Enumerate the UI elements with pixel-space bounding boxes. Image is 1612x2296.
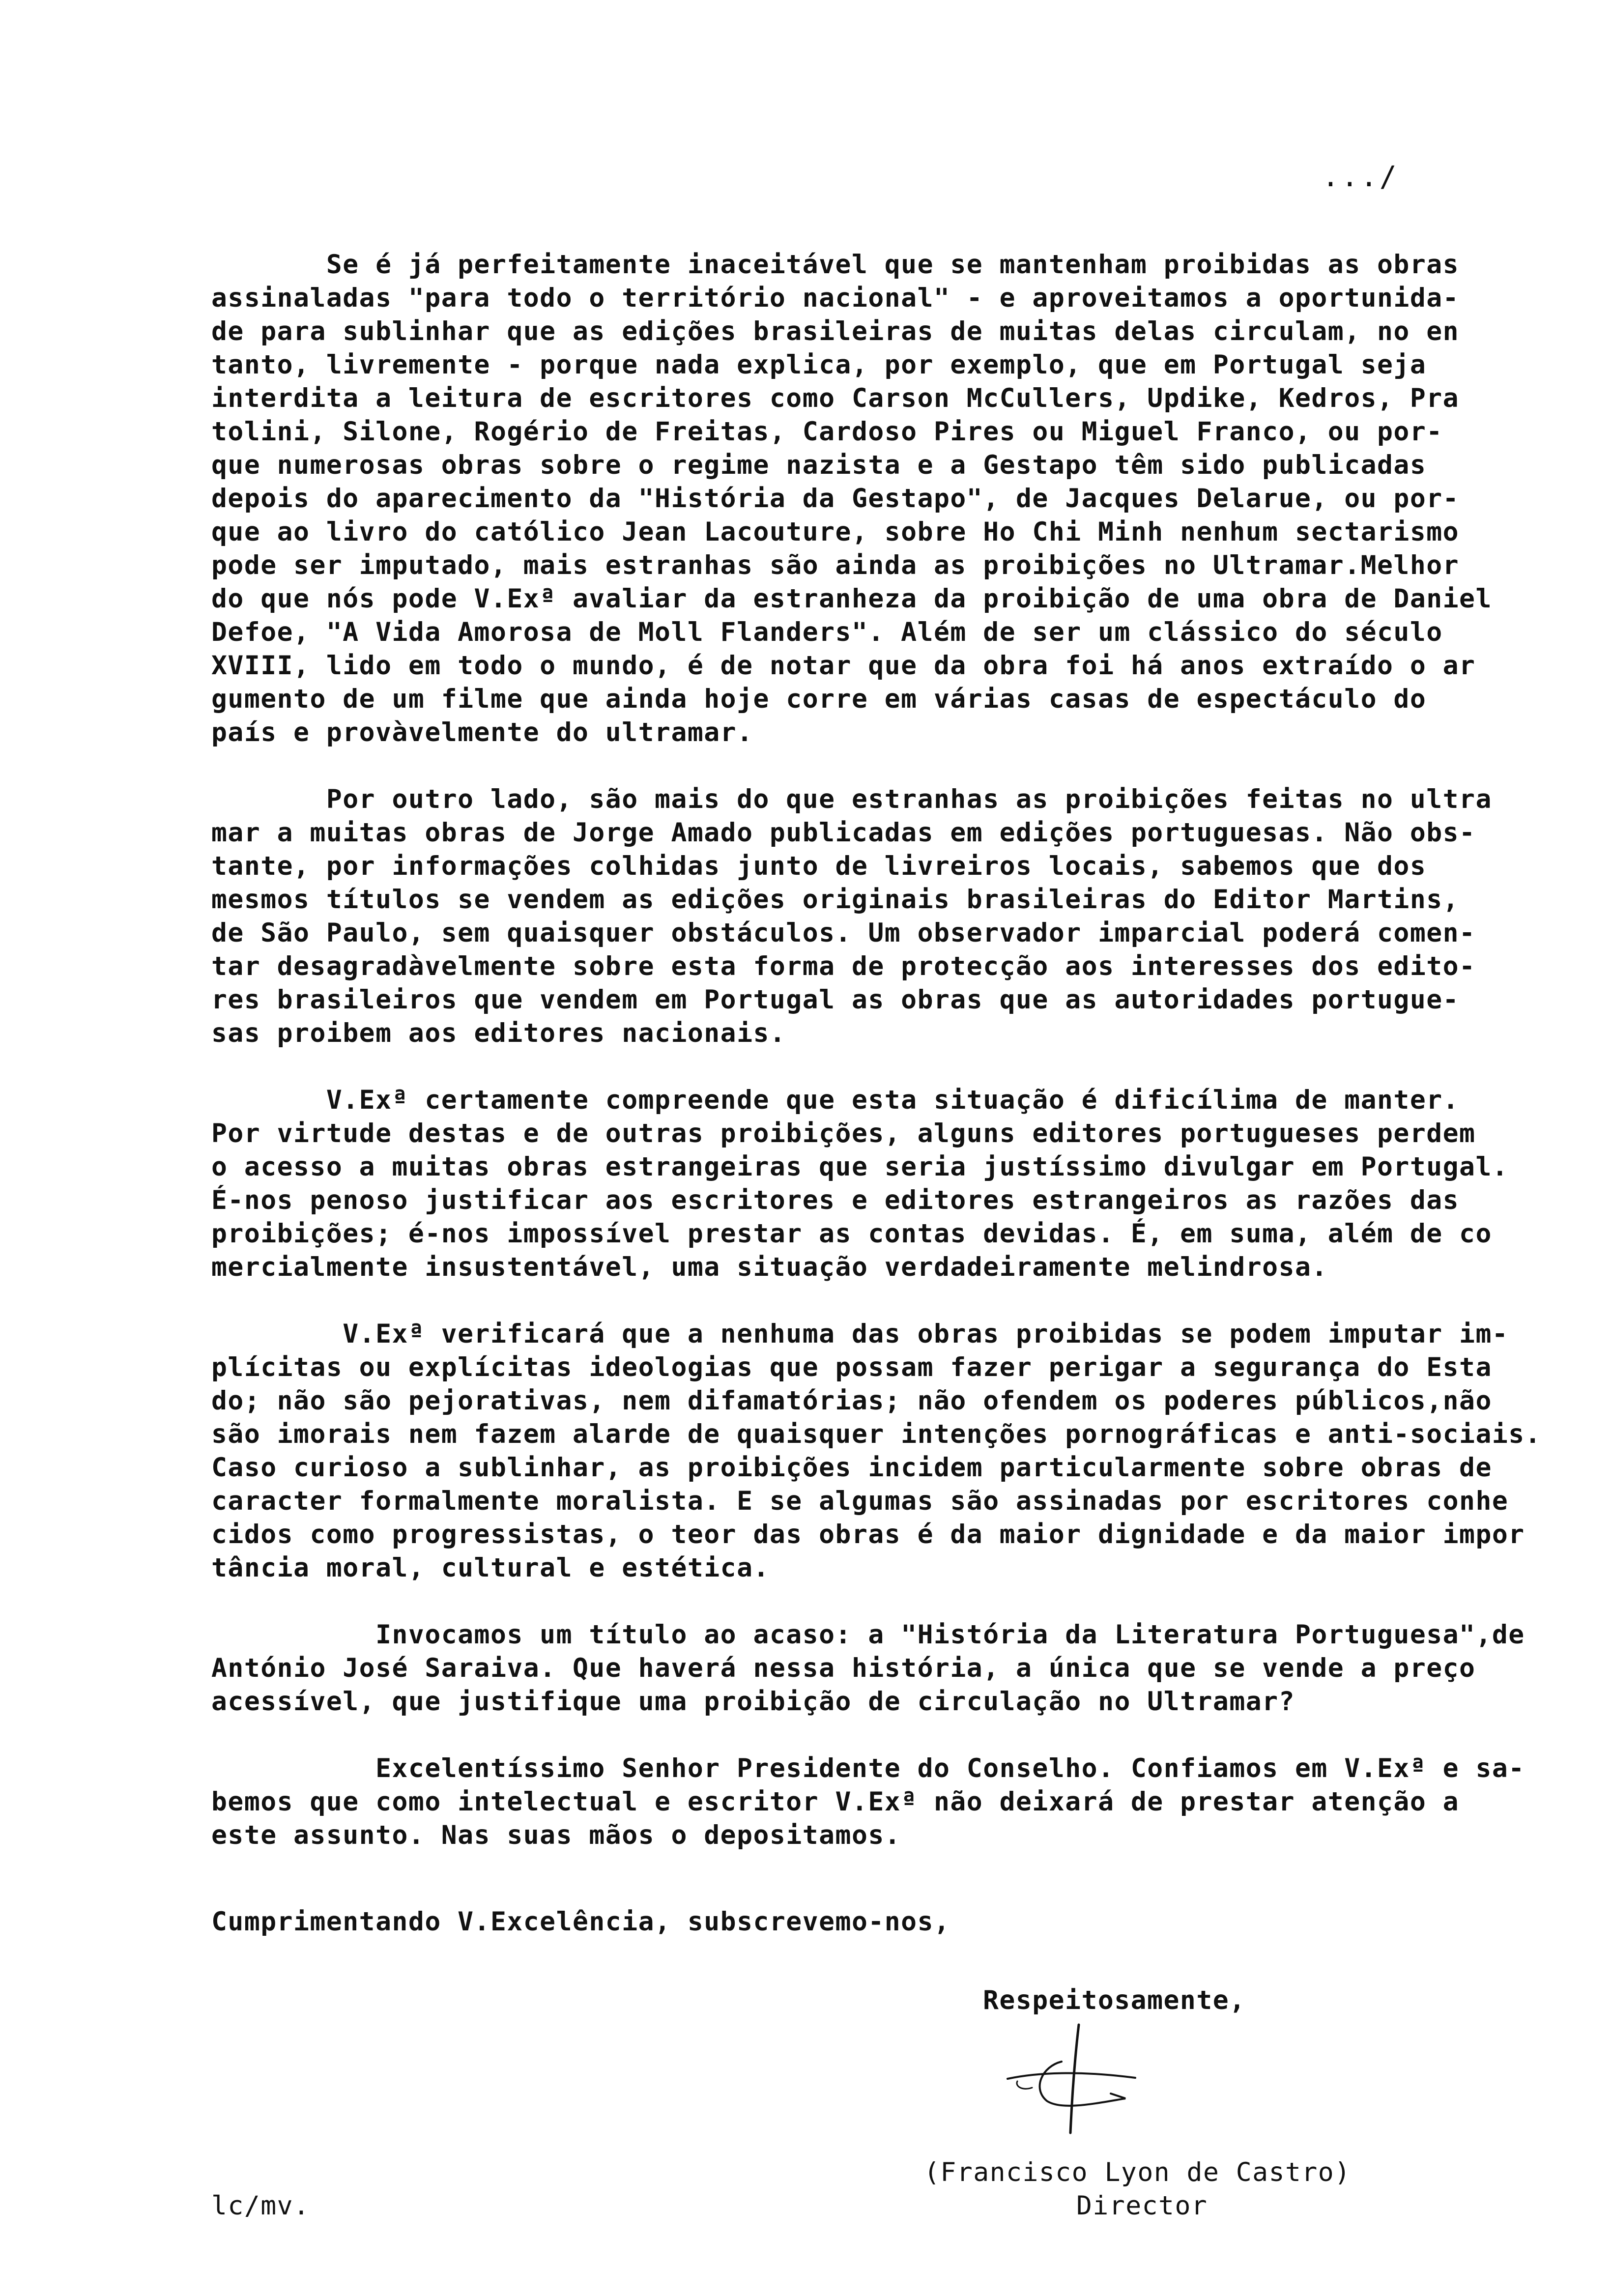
text-line: Por virtude destas e de outras proibições, alguns editores portugueses perdem — [211, 1119, 1476, 1148]
handwritten-signature — [988, 2020, 1165, 2138]
text-line: Por outro lado, são mais do que estranhas as proibições feitas no ultra — [211, 784, 1492, 814]
text-line: cidos como progressistas, o teor das obras é da maior dignidade e da maior impor — [211, 1520, 1525, 1550]
text-line: do que nós pode V.Exª avaliar da estranheza da proibição de uma obra de Daniel — [211, 584, 1492, 614]
text-line: de São Paulo, sem quaisquer obstáculos. Um observador imparcial poderá comen- — [211, 918, 1476, 948]
text-line: o acesso a muitas obras estrangeiras que seria justíssimo divulgar em Portugal. — [211, 1152, 1509, 1182]
signatory-role: Director — [1076, 2191, 1208, 2221]
text-line: plícitas ou explícitas ideologias que possam fazer perigar a segurança do Esta — [211, 1352, 1492, 1382]
letter-body — [211, 248, 1568, 1886]
text-line: gumento de um filme que ainda hoje corre em várias casas de espectáculo do — [211, 684, 1427, 714]
closing-line: Cumprimentando V.Excelência, subscrevemo-nos, — [211, 1907, 950, 1937]
text-line: interdita a leitura de escritores como Carson McCullers, Updike, Kedros, Pra — [211, 383, 1460, 413]
text-line: assinaladas "para todo o território nacional" - e aproveitamos a oportunida- — [211, 283, 1460, 313]
text-line: V.Exª verificará que a nenhuma das obras proibidas se podem imputar im- — [211, 1319, 1509, 1349]
text-line: sas proibem aos editores nacionais. — [211, 1018, 786, 1048]
text-line: tanto, livremente - porque nada explica, por exemplo, que em Portugal seja — [211, 350, 1427, 380]
text-line: António José Saraiva. Que haverá nessa história, a única que se vende a preço — [211, 1653, 1476, 1683]
text-line: país e provàvelmente do ultramar. — [211, 718, 753, 747]
paragraph-6 — [211, 1752, 1568, 1852]
text-line: acessível, que justifique uma proibição de circulação no Ultramar? — [211, 1687, 1295, 1717]
text-line: tolini, Silone, Rogério de Freitas, Cardoso Pires ou Miguel Franco, ou por- — [211, 417, 1443, 447]
paragraph-4 — [211, 1318, 1568, 1585]
text-line: Se é já perfeitamente inaceitável que se mantenham proibidas as obras — [211, 250, 1460, 280]
text-line: XVIII, lido em todo o mundo, é de notar que da obra foi há anos extraído o ar — [211, 651, 1476, 681]
text-line: mesmos títulos se vendem as edições originais brasileiras do Editor Martins, — [211, 885, 1460, 915]
text-line: É-nos penoso justificar aos escritores e editores estrangeiros as razões das — [211, 1185, 1460, 1215]
text-line: de para sublinhar que as edições brasileiras de muitas delas circulam, no en — [211, 316, 1460, 346]
text-line: tar desagradàvelmente sobre esta forma de protecção aos interesses dos edito- — [211, 951, 1476, 981]
text-line: que numerosas obras sobre o regime nazista e a Gestapo têm sido publicadas — [211, 450, 1427, 480]
text-line: caracter formalmente moralista. E se algumas são assinadas por escritores conhe — [211, 1486, 1509, 1516]
text-line: tância moral, cultural e estética. — [211, 1553, 770, 1583]
text-line: bemos que como intelectual e escritor V.Exª não deixará de prestar atenção a — [211, 1787, 1460, 1817]
text-line: este assunto. Nas suas mãos o depositamos. — [211, 1820, 901, 1850]
text-line: tante, por informações colhidas junto de livreiros locais, sabemos que dos — [211, 851, 1427, 881]
text-line: Invocamos um título ao acaso: a "História da Literatura Portuguesa",de — [211, 1620, 1525, 1650]
text-line: que ao livro do católico Jean Lacouture, sobre Ho Chi Minh nenhum sectarismo — [211, 517, 1460, 547]
continuation-mark: .../ — [1322, 160, 1399, 193]
text-line: do; não são pejorativas, nem difamatórias; não ofendem os poderes públicos,não — [211, 1386, 1492, 1416]
text-line: Excelentíssimo Senhor Presidente do Conselho. Confiamos em V.Exª e sa- — [211, 1753, 1525, 1783]
regards-line: Respeitosamente, — [983, 1985, 1246, 2015]
reference-initials: lc/mv. — [211, 2191, 310, 2221]
paragraph-2 — [211, 783, 1568, 1050]
paragraph-3 — [211, 1084, 1568, 1284]
text-line: mar a muitas obras de Jorge Amado publicadas em edições portuguesas. Não obs- — [211, 818, 1476, 848]
text-line: V.Exª certamente compreende que esta situação é dificílima de manter. — [211, 1085, 1460, 1115]
text-line: proibições; é-nos impossível prestar as contas devidas. É, em suma, além de co — [211, 1219, 1492, 1249]
text-line: Defoe, "A Vida Amorosa de Moll Flanders". Além de ser um clássico do século — [211, 617, 1443, 647]
text-line: Caso curioso a sublinhar, as proibições incidem particularmente sobre obras de — [211, 1453, 1492, 1483]
paragraph-1 — [211, 248, 1568, 749]
text-line: res brasileiros que vendem em Portugal as obras que as autoridades portugue- — [211, 985, 1460, 1015]
text-line: mercialmente insustentável, uma situação verdadeiramente melindrosa. — [211, 1252, 1328, 1282]
text-line: são imorais nem fazem alarde de quaisquer intenções pornográficas e anti-sociais. — [211, 1419, 1542, 1449]
paragraph-5 — [211, 1618, 1568, 1719]
text-line: pode ser imputado, mais estranhas são ainda as proibições no Ultramar.Melhor — [211, 550, 1460, 580]
text-line: depois do aparecimento da "História da Gestapo", de Jacques Delarue, ou por- — [211, 484, 1460, 514]
signatory-name: (Francisco Lyon de Castro) — [924, 2157, 1351, 2187]
